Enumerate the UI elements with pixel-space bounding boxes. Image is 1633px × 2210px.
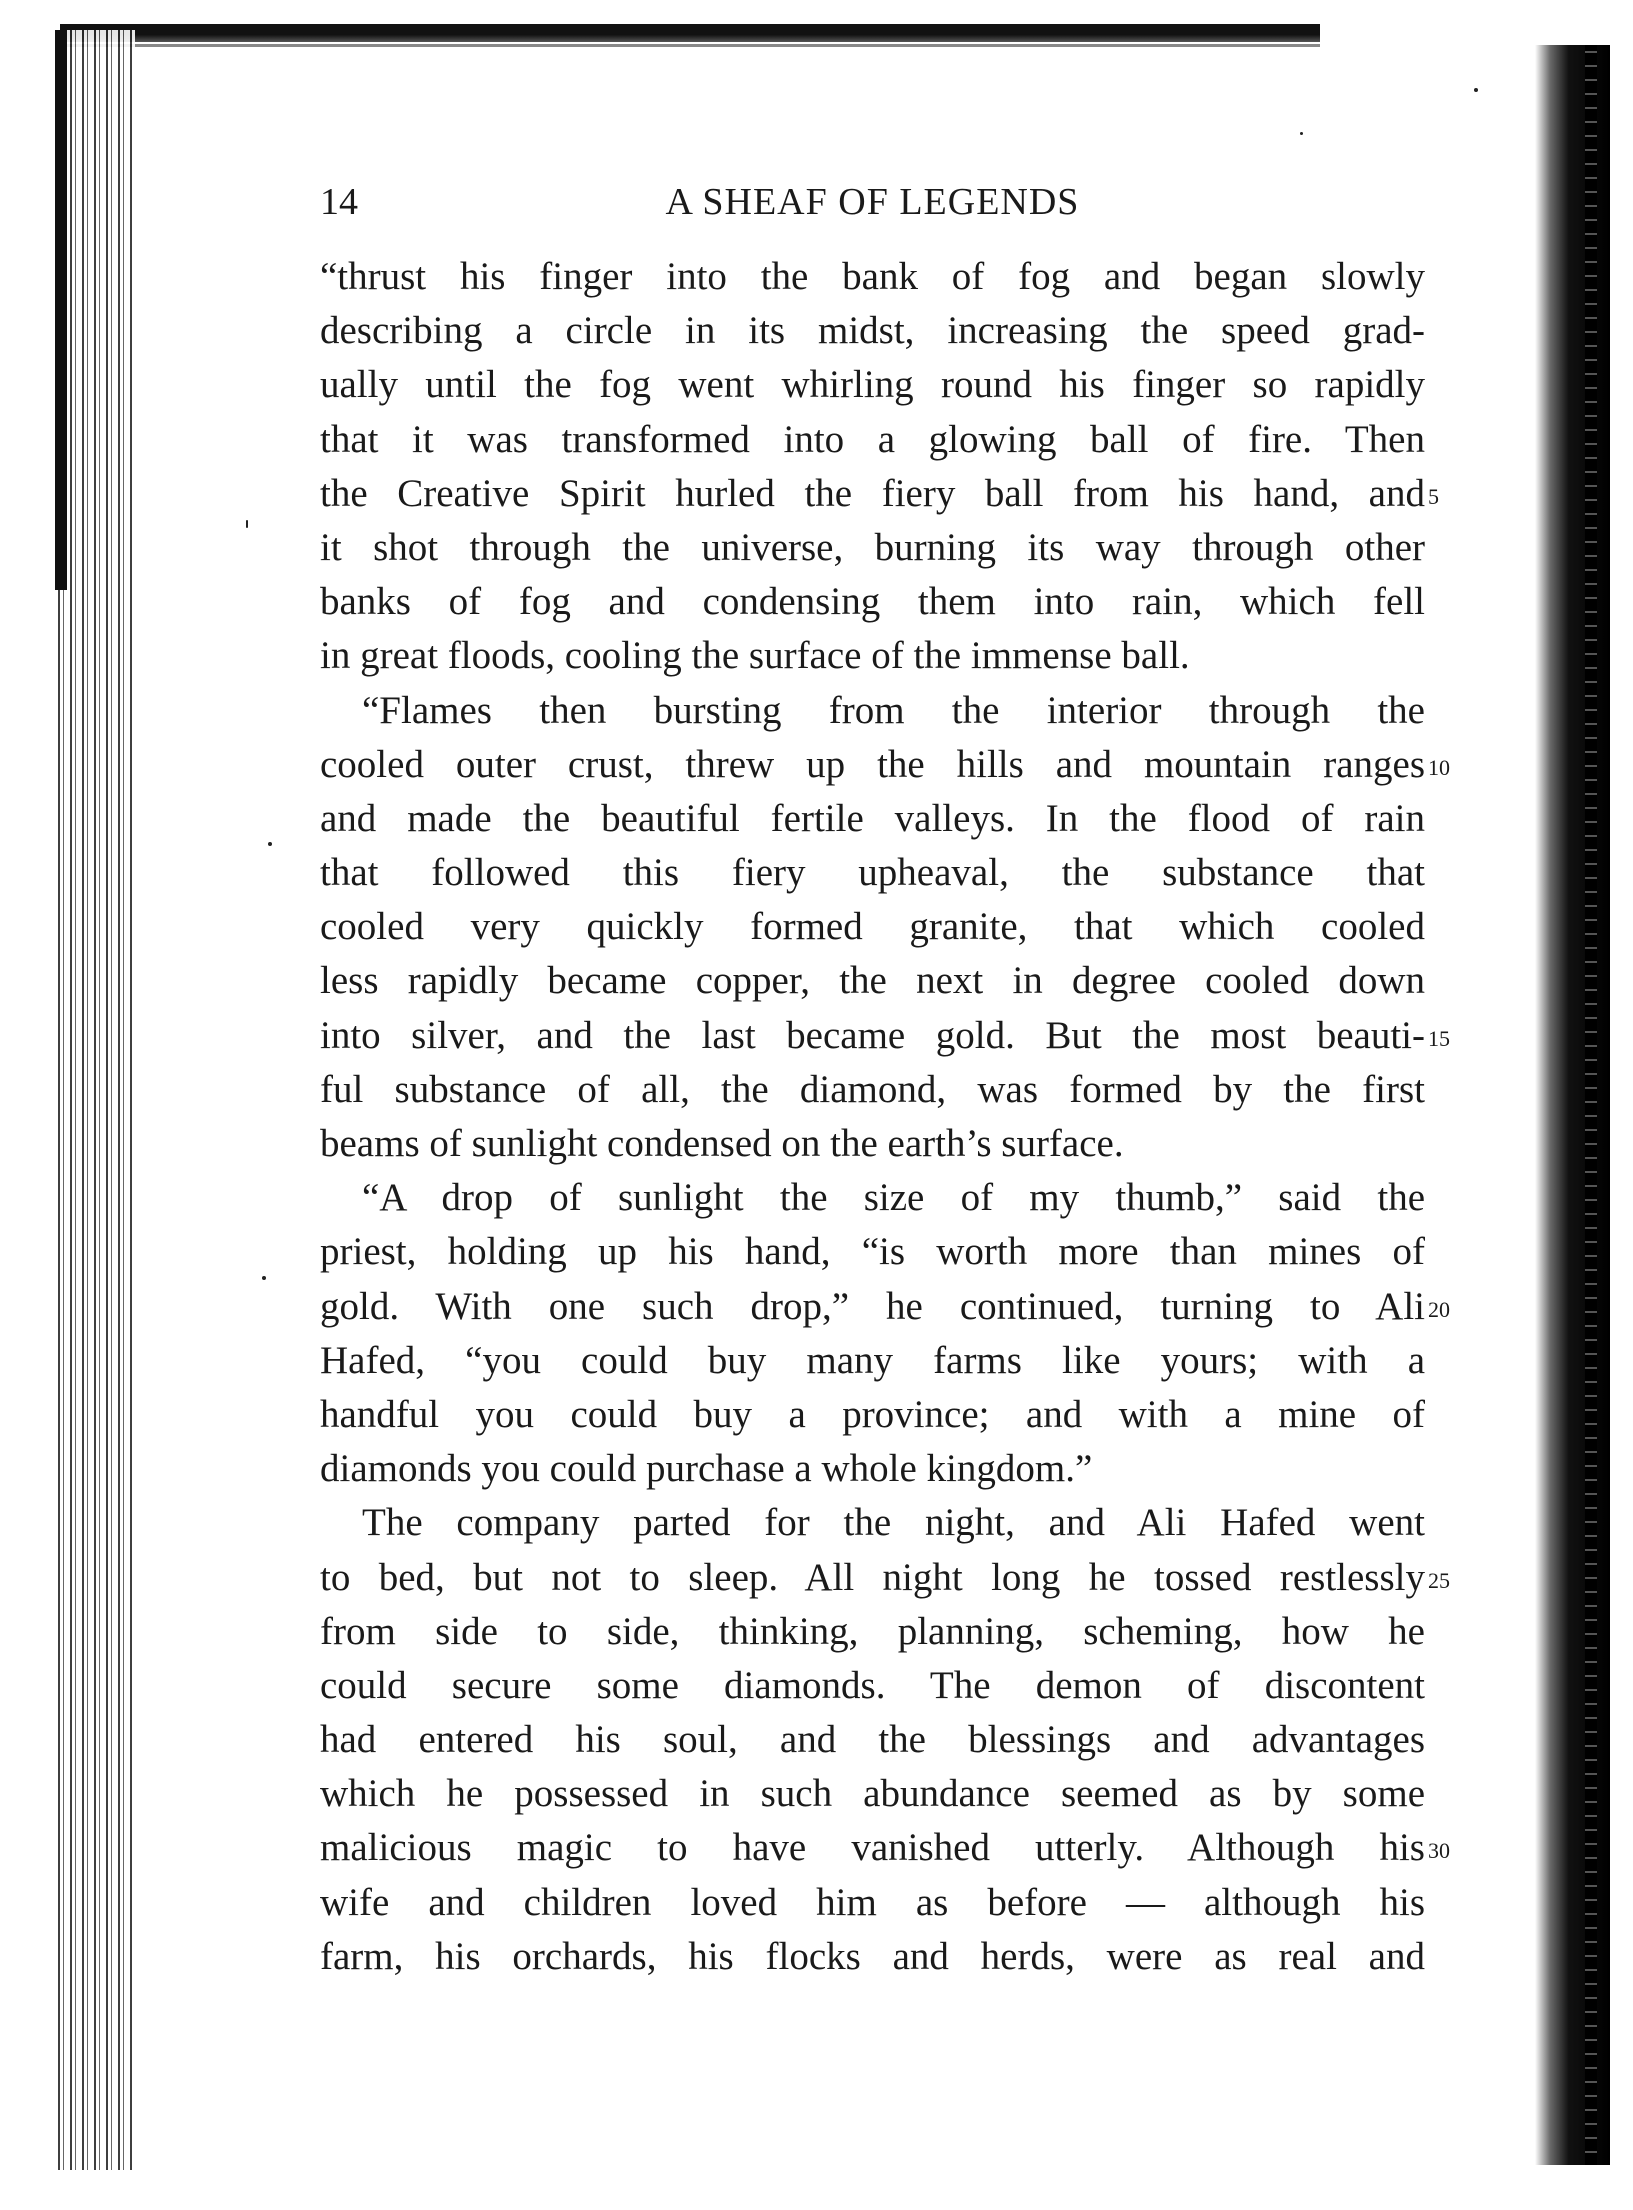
text-line: to bed, but not to sleep. All night long he tossed restlessly (320, 1555, 1425, 1599)
body-text (320, 250, 1425, 1984)
text-line: handful you could buy a province; and with a mine of (320, 1392, 1425, 1436)
running-title: A SHEAF OF LEGENDS (665, 181, 1080, 223)
scan-right-edge-texture (1585, 45, 1597, 2165)
scan-binding-shadow (55, 30, 67, 590)
text-line: that it was transformed into a glowing ball of fire. Then (320, 417, 1425, 461)
text-line: it shot through the universe, burning its way through other (320, 525, 1425, 569)
line-number: 15 (1428, 1025, 1450, 1051)
text-line: less rapidly became copper, the next in degree cooled down (320, 959, 1425, 1003)
text-line: the Creative Spirit hurled the fiery ball from his hand, and (320, 471, 1425, 515)
scan-binding-edge (55, 30, 135, 2170)
text-line: “A drop of sunlight the size of my thumb,” said the (362, 1176, 1425, 1220)
text-line: cooled outer crust, threw up the hills and mountain ranges (320, 742, 1425, 786)
text-line: “Flames then bursting from the interior through the (362, 688, 1425, 732)
text-line: malicious magic to have vanished utterly. Although his (320, 1826, 1425, 1870)
text-line: farm, his orchards, his flocks and herds, were as real and (320, 1934, 1425, 1978)
scan-speck (262, 1276, 266, 1280)
scan-top-edge (60, 24, 1320, 42)
scan-right-edge (1535, 45, 1610, 2165)
line-number: 25 (1428, 1567, 1450, 1593)
scan-top-rule (60, 44, 1320, 47)
text-line: beams of sunlight condensed on the earth’s surface. (320, 1122, 1124, 1165)
text-line: describing a circle in its midst, increasing the speed grad- (320, 309, 1425, 353)
scan-speck (1474, 88, 1478, 92)
text-line: ful substance of all, the diamond, was formed by the first (320, 1067, 1425, 1111)
text-line: ually until the fog went whirling round his finger so rapidly (320, 363, 1425, 407)
scan-speck (246, 520, 248, 528)
text-line: in great floods, cooling the surface of the immense ball. (320, 634, 1190, 678)
text-line: cooled very quickly formed granite, that which cooled (320, 905, 1425, 949)
text-line: that followed this fiery upheaval, the substance that (320, 851, 1425, 895)
text-line: and made the beautiful fertile valleys. In the flood of rain (320, 796, 1425, 840)
page-header (320, 172, 1420, 232)
text-line: from side to side, thinking, planning, scheming, how he (320, 1609, 1425, 1653)
text-line: diamonds you could purchase a whole kingdom.” (320, 1447, 1093, 1491)
line-number: 20 (1428, 1296, 1450, 1322)
text-line: which he possessed in such abundance seemed as by some (320, 1772, 1425, 1816)
line-number: 30 (1428, 1838, 1450, 1864)
text-line: Hafed, “you could buy many farms like yours; with a (320, 1338, 1425, 1382)
text-line: had entered his soul, and the blessings and advantages (320, 1718, 1425, 1762)
text-line: could secure some diamonds. The demon of discontent (320, 1663, 1425, 1707)
text-line: banks of fog and condensing them into rain, which fell (320, 580, 1425, 624)
text-line: gold. With one such drop,” he continued, turning to Ali (320, 1284, 1425, 1328)
text-line: wife and children loved him as before — although his (320, 1880, 1425, 1924)
line-number: 5 (1428, 483, 1439, 509)
text-line: into silver, and the last became gold. But the most beauti- (320, 1013, 1425, 1057)
scan-speck (1300, 132, 1303, 135)
page-number: 14 (320, 181, 358, 223)
line-number-margin (1428, 250, 1488, 1876)
scan-speck (268, 842, 272, 846)
text-line: priest, holding up his hand, “is worth more than mines of (320, 1230, 1425, 1274)
text-line: The company parted for the night, and Ali Hafed went (362, 1501, 1425, 1545)
line-number: 10 (1428, 754, 1450, 780)
text-line: “thrust his finger into the bank of fog and began slowly (320, 255, 1425, 298)
